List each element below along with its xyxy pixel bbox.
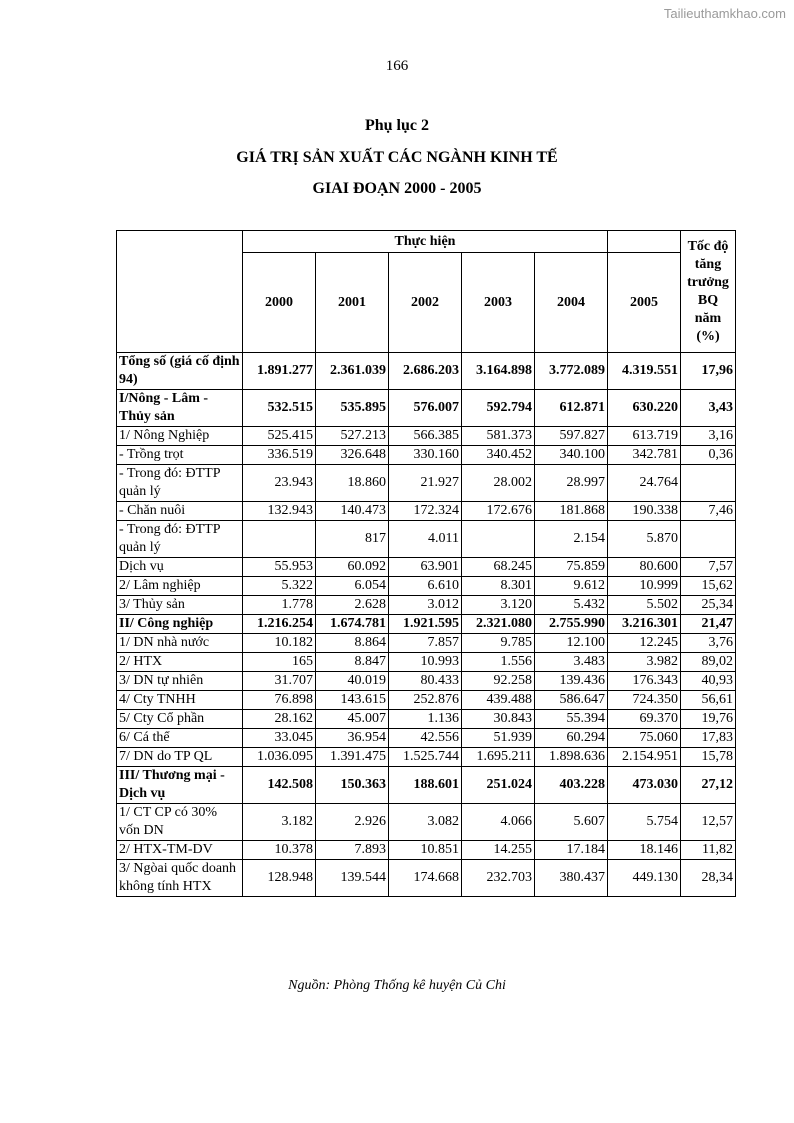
growth-rate-cell: 7,46 xyxy=(681,502,736,521)
value-cell: 188.601 xyxy=(389,767,462,804)
row-label: 2/ HTX-TM-DV xyxy=(117,841,243,860)
value-cell: 3.120 xyxy=(462,596,535,615)
row-label: Tổng số (giá cố định 94) xyxy=(117,353,243,390)
source-note: Nguồn: Phòng Thống kê huyện Củ Chi xyxy=(288,978,506,993)
growth-rate-cell: 17,83 xyxy=(681,729,736,748)
row-label: - Trong đó: ĐTTP quản lý xyxy=(117,521,243,558)
value-cell: 1.695.211 xyxy=(462,748,535,767)
page-number: 166 xyxy=(385,58,409,74)
value-cell: 51.939 xyxy=(462,729,535,748)
value-cell: 40.019 xyxy=(316,672,389,691)
value-cell: 724.350 xyxy=(608,691,681,710)
value-cell: 326.648 xyxy=(316,446,389,465)
value-cell: 42.556 xyxy=(389,729,462,748)
value-cell: 525.415 xyxy=(243,427,316,446)
growth-rate-cell: 15,62 xyxy=(681,577,736,596)
value-cell: 6.054 xyxy=(316,577,389,596)
value-cell: 2.361.039 xyxy=(316,353,389,390)
value-cell: 80.600 xyxy=(608,558,681,577)
row-label: 5/ Cty Cổ phần xyxy=(117,710,243,729)
value-cell: 139.544 xyxy=(316,860,389,897)
value-cell: 336.519 xyxy=(243,446,316,465)
row-label: 3/ Ngòai quốc doanh không tính HTX xyxy=(117,860,243,897)
row-label: 3/ DN tự nhiên xyxy=(117,672,243,691)
value-cell: 14.255 xyxy=(462,841,535,860)
table-row xyxy=(117,353,736,390)
value-cell: 342.781 xyxy=(608,446,681,465)
value-cell: 1.898.636 xyxy=(535,748,608,767)
value-cell: 132.943 xyxy=(243,502,316,521)
value-cell: 3.164.898 xyxy=(462,353,535,390)
value-cell: 1.891.277 xyxy=(243,353,316,390)
growth-rate-cell: 89,02 xyxy=(681,653,736,672)
growth-rate-cell: 25,34 xyxy=(681,596,736,615)
value-cell: 55.953 xyxy=(243,558,316,577)
growth-rate-cell: 3,16 xyxy=(681,427,736,446)
value-cell: 4.011 xyxy=(389,521,462,558)
value-cell: 80.433 xyxy=(389,672,462,691)
value-cell: 45.007 xyxy=(316,710,389,729)
value-cell: 172.676 xyxy=(462,502,535,521)
value-cell: 10.993 xyxy=(389,653,462,672)
table-row xyxy=(117,767,736,804)
year-header: 2005 xyxy=(608,253,681,353)
value-cell xyxy=(462,521,535,558)
table-row xyxy=(117,672,736,691)
table-row xyxy=(117,558,736,577)
growth-rate-cell: 15,78 xyxy=(681,748,736,767)
year-header: 2002 xyxy=(389,253,462,353)
value-cell: 3.082 xyxy=(389,804,462,841)
row-label: Dịch vụ xyxy=(117,558,243,577)
value-cell: 28.162 xyxy=(243,710,316,729)
value-cell: 630.220 xyxy=(608,390,681,427)
value-cell: 586.647 xyxy=(535,691,608,710)
value-cell: 403.228 xyxy=(535,767,608,804)
row-label: 3/ Thủy sản xyxy=(117,596,243,615)
value-cell: 5.432 xyxy=(535,596,608,615)
value-cell: 5.607 xyxy=(535,804,608,841)
value-cell: 340.100 xyxy=(535,446,608,465)
value-cell: 31.707 xyxy=(243,672,316,691)
value-cell: 1.674.781 xyxy=(316,615,389,634)
value-cell: 28.997 xyxy=(535,465,608,502)
value-cell: 176.343 xyxy=(608,672,681,691)
value-cell: 69.370 xyxy=(608,710,681,729)
header-group-label: Thực hiện xyxy=(243,231,608,253)
value-cell: 165 xyxy=(243,653,316,672)
value-cell: 172.324 xyxy=(389,502,462,521)
value-cell: 10.378 xyxy=(243,841,316,860)
growth-rate-cell: 19,76 xyxy=(681,710,736,729)
value-cell: 817 xyxy=(316,521,389,558)
value-cell: 60.294 xyxy=(535,729,608,748)
table-row xyxy=(117,804,736,841)
value-cell: 597.827 xyxy=(535,427,608,446)
value-cell: 3.216.301 xyxy=(608,615,681,634)
table-row xyxy=(117,860,736,897)
value-cell: 24.764 xyxy=(608,465,681,502)
value-cell: 1.525.744 xyxy=(389,748,462,767)
value-cell: 439.488 xyxy=(462,691,535,710)
value-cell: 1.778 xyxy=(243,596,316,615)
value-cell: 76.898 xyxy=(243,691,316,710)
value-cell: 1.136 xyxy=(389,710,462,729)
value-cell: 21.927 xyxy=(389,465,462,502)
growth-rate-cell xyxy=(681,465,736,502)
value-cell: 174.668 xyxy=(389,860,462,897)
table-row xyxy=(117,577,736,596)
table-row xyxy=(117,465,736,502)
value-cell: 612.871 xyxy=(535,390,608,427)
value-cell: 1.036.095 xyxy=(243,748,316,767)
value-cell: 3.182 xyxy=(243,804,316,841)
value-cell: 92.258 xyxy=(462,672,535,691)
value-cell: 2.154.951 xyxy=(608,748,681,767)
growth-rate-cell xyxy=(681,521,736,558)
value-cell: 143.615 xyxy=(316,691,389,710)
value-cell: 1.556 xyxy=(462,653,535,672)
value-cell: 128.948 xyxy=(243,860,316,897)
table-row xyxy=(117,653,736,672)
row-label: 6/ Cá thể xyxy=(117,729,243,748)
table-row xyxy=(117,841,736,860)
value-cell: 10.182 xyxy=(243,634,316,653)
year-header: 2001 xyxy=(316,253,389,353)
value-cell: 2.321.080 xyxy=(462,615,535,634)
value-cell: 10.851 xyxy=(389,841,462,860)
value-cell: 190.338 xyxy=(608,502,681,521)
growth-rate-cell: 3,43 xyxy=(681,390,736,427)
value-cell: 527.213 xyxy=(316,427,389,446)
value-cell: 23.943 xyxy=(243,465,316,502)
value-cell: 12.245 xyxy=(608,634,681,653)
value-cell: 55.394 xyxy=(535,710,608,729)
growth-rate-cell: 12,57 xyxy=(681,804,736,841)
value-cell: 330.160 xyxy=(389,446,462,465)
table-row xyxy=(117,427,736,446)
value-cell: 18.146 xyxy=(608,841,681,860)
value-cell: 139.436 xyxy=(535,672,608,691)
value-cell: 8.301 xyxy=(462,577,535,596)
value-cell: 63.901 xyxy=(389,558,462,577)
value-cell: 142.508 xyxy=(243,767,316,804)
row-label: III/ Thương mại - Dịch vụ xyxy=(117,767,243,804)
value-cell: 1.216.254 xyxy=(243,615,316,634)
table-row xyxy=(117,446,736,465)
value-cell: 2.755.990 xyxy=(535,615,608,634)
growth-rate-cell: 0,36 xyxy=(681,446,736,465)
value-cell: 5.502 xyxy=(608,596,681,615)
value-cell: 8.864 xyxy=(316,634,389,653)
value-cell: 140.473 xyxy=(316,502,389,521)
growth-rate-cell: 27,12 xyxy=(681,767,736,804)
row-label: 4/ Cty TNHH xyxy=(117,691,243,710)
table-row xyxy=(117,390,736,427)
table-row xyxy=(117,634,736,653)
value-cell: 252.876 xyxy=(389,691,462,710)
production-value-table xyxy=(116,230,736,897)
table-body xyxy=(117,353,736,897)
value-cell: 75.060 xyxy=(608,729,681,748)
row-label: II/ Công nghiệp xyxy=(117,615,243,634)
value-cell: 9.612 xyxy=(535,577,608,596)
value-cell: 5.870 xyxy=(608,521,681,558)
row-label: 2/ Lâm nghiệp xyxy=(117,577,243,596)
row-label: - Chăn nuôi xyxy=(117,502,243,521)
growth-rate-cell: 56,61 xyxy=(681,691,736,710)
value-cell: 7.857 xyxy=(389,634,462,653)
value-cell: 2.686.203 xyxy=(389,353,462,390)
growth-rate-cell: 28,34 xyxy=(681,860,736,897)
value-cell: 232.703 xyxy=(462,860,535,897)
value-cell: 36.954 xyxy=(316,729,389,748)
appendix-title: Phụ lục 2 xyxy=(364,117,429,134)
value-cell: 566.385 xyxy=(389,427,462,446)
growth-rate-cell: 11,82 xyxy=(681,841,736,860)
value-cell: 592.794 xyxy=(462,390,535,427)
value-cell: 380.437 xyxy=(535,860,608,897)
year-header: 2004 xyxy=(535,253,608,353)
row-label: 1/ Nông Nghiệp xyxy=(117,427,243,446)
value-cell: 7.893 xyxy=(316,841,389,860)
value-cell: 340.452 xyxy=(462,446,535,465)
row-label: - Trong đó: ĐTTP quản lý xyxy=(117,465,243,502)
table-period: GIAI ĐOẠN 2000 - 2005 xyxy=(312,180,482,197)
value-cell: 33.045 xyxy=(243,729,316,748)
growth-rate-cell: 3,76 xyxy=(681,634,736,653)
watermark: Tailieuthamkhao.com xyxy=(663,6,786,21)
value-cell: 3.982 xyxy=(608,653,681,672)
value-cell: 8.847 xyxy=(316,653,389,672)
value-cell: 3.012 xyxy=(389,596,462,615)
table-row xyxy=(117,502,736,521)
value-cell: 5.322 xyxy=(243,577,316,596)
value-cell: 2.926 xyxy=(316,804,389,841)
value-cell: 6.610 xyxy=(389,577,462,596)
value-cell: 5.754 xyxy=(608,804,681,841)
value-cell: 532.515 xyxy=(243,390,316,427)
table-row xyxy=(117,596,736,615)
table-row xyxy=(117,748,736,767)
year-header: 2000 xyxy=(243,253,316,353)
row-label: I/Nông - Lâm - Thủy sản xyxy=(117,390,243,427)
year-header: 2003 xyxy=(462,253,535,353)
value-cell: 3.772.089 xyxy=(535,353,608,390)
row-label: - Trồng trọt xyxy=(117,446,243,465)
row-label: 2/ HTX xyxy=(117,653,243,672)
value-cell: 473.030 xyxy=(608,767,681,804)
growth-rate-cell: 40,93 xyxy=(681,672,736,691)
value-cell: 2.154 xyxy=(535,521,608,558)
value-cell: 10.999 xyxy=(608,577,681,596)
growth-rate-cell: 7,57 xyxy=(681,558,736,577)
value-cell: 12.100 xyxy=(535,634,608,653)
value-cell: 68.245 xyxy=(462,558,535,577)
value-cell: 181.868 xyxy=(535,502,608,521)
value-cell: 576.007 xyxy=(389,390,462,427)
table-row xyxy=(117,729,736,748)
value-cell xyxy=(243,521,316,558)
value-cell: 18.860 xyxy=(316,465,389,502)
value-cell: 3.483 xyxy=(535,653,608,672)
table-row xyxy=(117,615,736,634)
value-cell: 1.921.595 xyxy=(389,615,462,634)
value-cell: 75.859 xyxy=(535,558,608,577)
row-label: 1/ DN nhà nước xyxy=(117,634,243,653)
value-cell: 150.363 xyxy=(316,767,389,804)
growth-rate-cell: 21,47 xyxy=(681,615,736,634)
value-cell: 4.319.551 xyxy=(608,353,681,390)
value-cell: 581.373 xyxy=(462,427,535,446)
value-cell: 60.092 xyxy=(316,558,389,577)
row-label: 7/ DN do TP QL xyxy=(117,748,243,767)
value-cell: 449.130 xyxy=(608,860,681,897)
rate-header: Tốc độ tăng trưởng BQ năm (%) xyxy=(681,231,736,353)
value-cell: 4.066 xyxy=(462,804,535,841)
row-label-header xyxy=(117,231,243,353)
value-cell: 30.843 xyxy=(462,710,535,729)
value-cell: 17.184 xyxy=(535,841,608,860)
value-cell: 251.024 xyxy=(462,767,535,804)
table-row xyxy=(117,691,736,710)
header-blank xyxy=(608,231,681,253)
row-label: 1/ CT CP có 30% vốn DN xyxy=(117,804,243,841)
table-row xyxy=(117,710,736,729)
value-cell: 28.002 xyxy=(462,465,535,502)
value-cell: 535.895 xyxy=(316,390,389,427)
value-cell: 9.785 xyxy=(462,634,535,653)
table-title: GIÁ TRỊ SẢN XUẤT CÁC NGÀNH KINH TẾ xyxy=(236,149,558,166)
value-cell: 2.628 xyxy=(316,596,389,615)
growth-rate-cell: 17,96 xyxy=(681,353,736,390)
table-row xyxy=(117,521,736,558)
value-cell: 613.719 xyxy=(608,427,681,446)
value-cell: 1.391.475 xyxy=(316,748,389,767)
